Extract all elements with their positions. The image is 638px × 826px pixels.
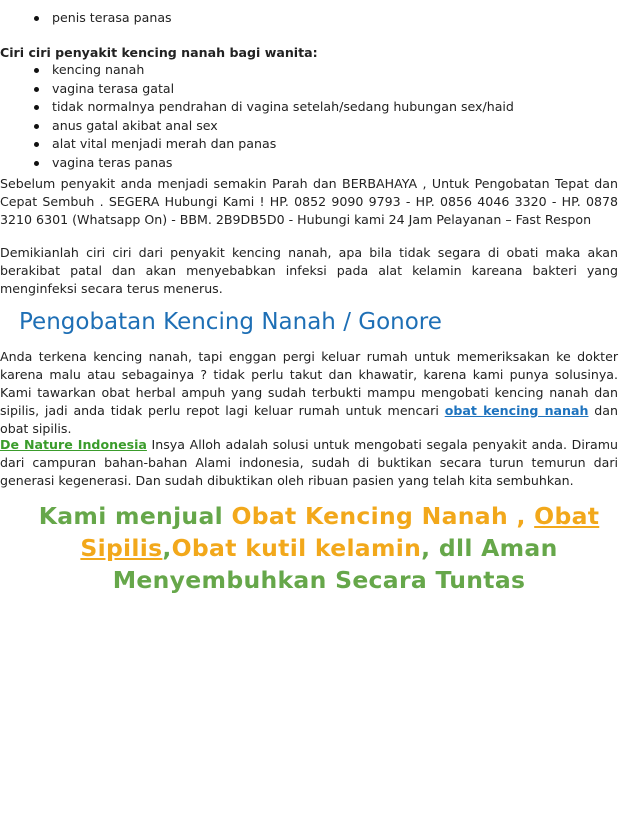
list-item: kencing nanah	[0, 61, 514, 80]
conclusion-paragraph: Demikianlah ciri ciri dari penyakit kencing nanah, apa bila tidak segara di obati maka akan berakibat patal dan akan menyebabkan infeksi pada alat kelamin kareana bakteri yang menginfeksi secara terus menerus.	[0, 245, 618, 296]
list-item: tidak normalnya pendrahan di vagina setelah/sedang hubungan sex/haid	[0, 98, 514, 117]
promo-separator: ,	[507, 502, 535, 530]
treatment-text: Anda terkena kencing nanah, tapi enggan pergi keluar rumah untuk memeriksakan ke dokter karena malu atau sebagainya ? tidak perlu takut dan khawatir, karena kami punya solusinya. Kami tawarkan obat herbal ampuh yang sudah terbukti mampu mengobati kencing nanah dan sipilis, jadi anda tidak perlu repot lagi keluar rumah untuk mencari	[0, 349, 618, 418]
promo-heading	[0, 500, 638, 596]
brand-text: Insya Alloh adalah solusi untuk mengobati segala penyakit anda. Diramu dari campuran bahan-bahan Alami indonesia, sudah di buktikan secara turun temurun dari generasi kegenerasi. Dan sudah dibuktikan oleh ribuan pasien yang telah kita sembuhkan.	[0, 437, 618, 488]
obat-sipilis-link[interactable]: Obat Sipilis	[80, 502, 600, 562]
promo-text-end: , dll Aman Menyembuhkan Secara Tuntas	[112, 534, 558, 594]
treatment-paragraph	[0, 348, 618, 438]
de-nature-indonesia-link[interactable]: De Nature Indonesia	[0, 437, 147, 452]
promo-comma: ,	[162, 534, 172, 562]
list-item: anus gatal akibat anal sex	[0, 117, 514, 136]
list-item: alat vital menjadi merah dan panas	[0, 135, 514, 154]
section-heading: Pengobatan Kencing Nanah / Gonore	[19, 309, 442, 335]
treatment-text-end: dan obat sipilis.	[0, 403, 618, 436]
promo-product-kencing-nanah: Obat Kencing Nanah	[231, 502, 508, 530]
obat-kencing-nanah-link[interactable]: obat kencing nanah	[444, 403, 589, 418]
list-item: penis terasa panas	[0, 9, 172, 28]
women-symptoms-heading: Ciri ciri penyakit kencing nanah bagi wanita:	[0, 45, 318, 60]
contact-paragraph: Sebelum penyakit anda menjadi semakin Parah dan BERBAHAYA , Untuk Pengobatan Tepat dan Cepat Sembuh . SEGERA Hubungi Kami ! HP. 0852 9090 9793 - HP. 0856 4046 3320 - HP. 0878 3210 6301 (Whatsapp On) - BBM. 2B9DB5D0 - Hubungi kami 24 Jam Pelayanan – Fast Respon	[0, 176, 618, 227]
men-symptom-list	[0, 9, 172, 28]
list-item: vagina terasa gatal	[0, 80, 514, 99]
promo-product-kutil: Obat kutil kelamin	[171, 534, 422, 562]
list-item: vagina teras panas	[0, 154, 514, 173]
promo-text: Kami menjual	[38, 502, 232, 530]
women-symptom-list	[0, 61, 514, 172]
brand-paragraph	[0, 436, 618, 490]
